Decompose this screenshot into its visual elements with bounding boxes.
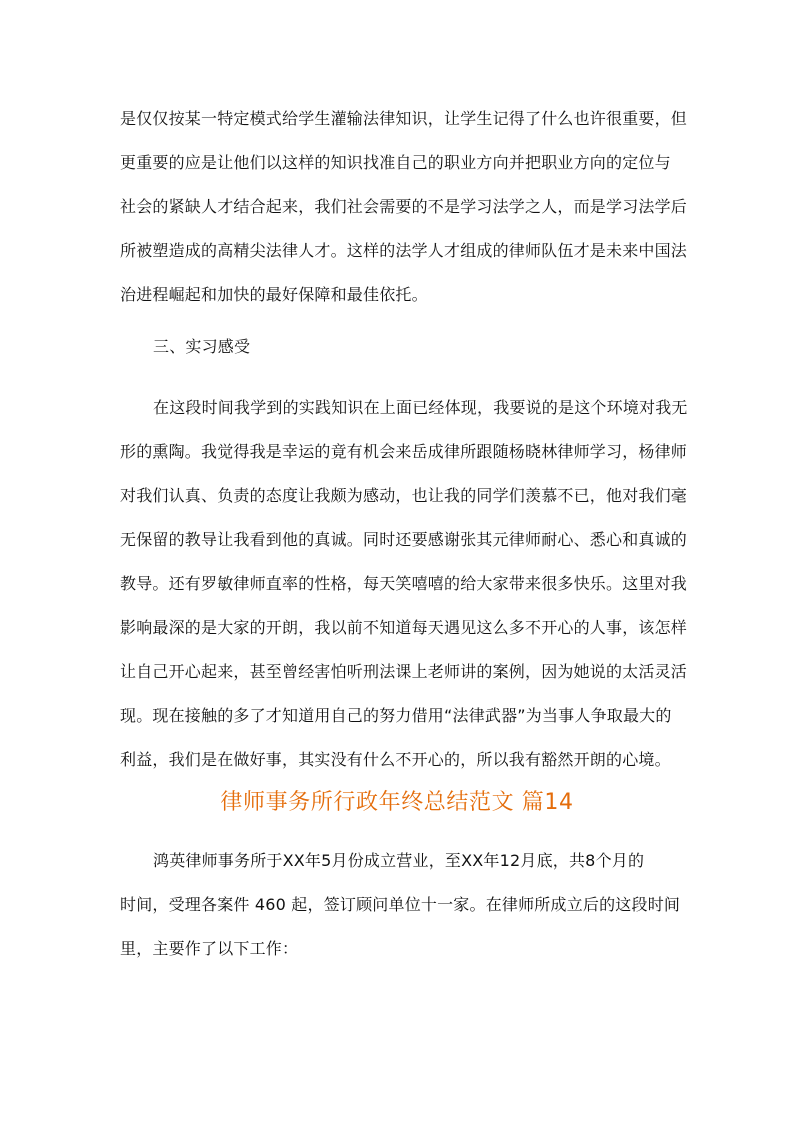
paragraph-line: 所被塑造成的高精尖法律人才。这样的法学人才组成的律师队伍才是未来中国法: [120, 241, 688, 260]
paragraph-line: 里，主要作了以下工作：: [120, 939, 299, 958]
paragraph-line: 利益，我们是在做好事，其实没有什么不开心的，所以我有豁然开朗的心境。: [120, 750, 671, 769]
paragraph-line: 是仅仅按某一特定模式给学生灌输法律知识，让学生记得了什么也许很重要，但: [120, 109, 688, 128]
paragraph-line: 更重要的应是让他们以这样的知识找准自己的职业方向并把职业方向的定位与: [120, 153, 671, 172]
paragraph-firm-summary: [120, 839, 681, 971]
paragraph-line: 社会的紧缺人才结合起来，我们社会需要的不是学习法学之人，而是学习法学后: [120, 197, 688, 216]
section-heading: 三、实习感受: [153, 337, 251, 356]
paragraph-line: 在这段时间我学到的实践知识在上面已经体现，我要说的是这个环境对我无: [153, 398, 688, 417]
paragraph-line: 治进程崛起和加快的最好保障和最佳依托。: [120, 285, 428, 304]
paragraph-line: 影响最深的是大家的开朗，我以前不知道每天遇见这么多不开心的人事，该怎样: [120, 618, 688, 637]
section-heading-internship: [120, 325, 676, 369]
paragraph-line: 让自己开心起来，甚至曾经害怕听刑法课上老师讲的案例，因为她说的太活灵活: [120, 662, 688, 681]
paragraph-line: 时间，受理各案件 460 起，签订顾问单位十一家。在律师所成立后的这段时间: [120, 895, 681, 914]
paragraph-line: 现。现在接触的多了才知道用自己的努力借用“法律武器”为当事人争取最大的: [120, 706, 672, 725]
paragraph-line: 无保留的教导让我看到他的真诚。同时还要感谢张其元律师耐心、悉心和真诚的: [120, 530, 688, 549]
paragraph-line: 形的熏陶。我觉得我是幸运的竟有机会来岳成律所跟随杨晓林律师学习，杨律师: [120, 442, 688, 461]
paragraph-internship-feelings: [120, 386, 688, 782]
article-title: 律师事务所行政年终总结范文 篇14: [220, 790, 574, 815]
paragraph-line: 对我们认真、负责的态度让我颇为感动，也让我的同学们羡慕不已，他对我们毫: [120, 486, 688, 505]
paragraph-legal-education: [120, 97, 688, 317]
paragraph-line: 教导。还有罗敏律师直率的性格，每天笑嘻嘻的给大家带来很多快乐。这里对我: [120, 574, 688, 593]
paragraph-line: 鸿英律师事务所于XX年5月份成立营业，至XX年12月底，共8个月的: [153, 851, 645, 870]
